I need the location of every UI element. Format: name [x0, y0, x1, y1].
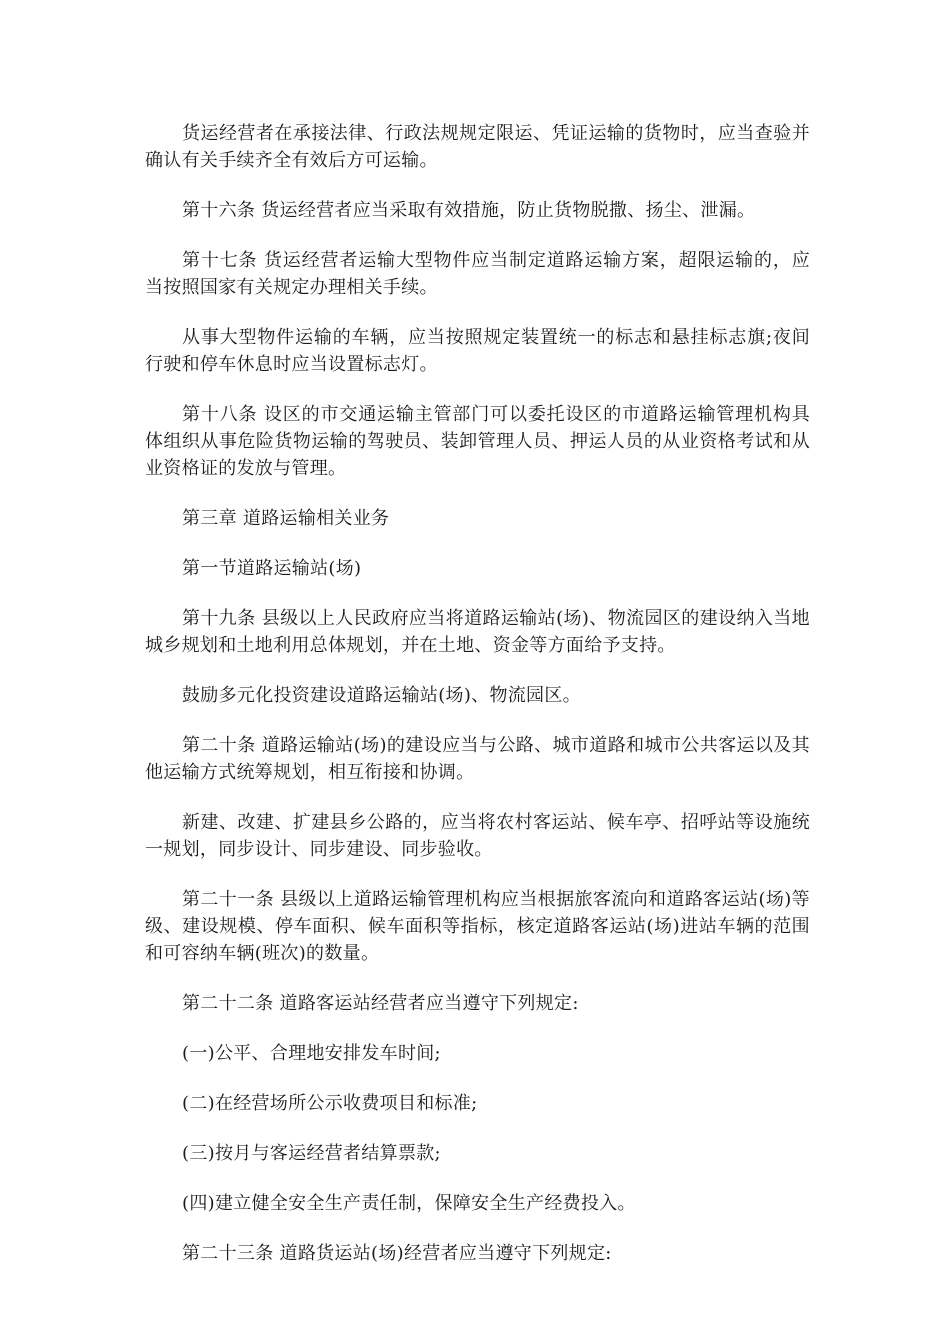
chapter-heading: 第三章 道路运输相关业务 — [182, 508, 390, 529]
list-item-4: (四)建立健全安全生产责任制，保障安全生产经费投入。 — [182, 1193, 636, 1214]
list-item-3: (三)按月与客运经营者结算票款; — [182, 1143, 441, 1164]
paragraph-article-22: 第二十二条 道路客运站经营者应当遵守下列规定: — [182, 993, 579, 1014]
section-heading: 第一节道路运输站(场) — [182, 558, 362, 579]
paragraph-11: 新建、改建、扩建县乡公路的，应当将农村客运站、候车亭、招呼站等设施统一规划，同步设计、同步建设、同步验收。 — [145, 812, 810, 860]
paragraph-article-17: 第十七条 货运经营者运输大型物件应当制定道路运输方案，超限运输的，应当按照国家有关规定办理相关手续。 — [145, 250, 810, 298]
paragraph-4: 从事大型物件运输的车辆，应当按照规定装置统一的标志和悬挂标志旗;夜间行驶和停车休息时应当设置标志灯。 — [145, 327, 810, 375]
paragraph-1: 货运经营者在承接法律、行政法规规定限运、凭证运输的货物时，应当查验并确认有关手续齐全有效后方可运输。 — [145, 123, 810, 171]
paragraph-article-21: 第二十一条 县级以上道路运输管理机构应当根据旅客流向和道路客运站(场)等级、建设规模、停车面积、候车面积等指标，核定道路客运站(场)进站车辆的范围和可容纳车辆(班次)的数量。 — [145, 889, 810, 964]
document-body — [145, 120, 810, 1290]
paragraph-article-19: 第十九条 县级以上人民政府应当将道路运输站(场)、物流园区的建设纳入当地城乡规划和土地利用总体规划，并在土地、资金等方面给予支持。 — [145, 608, 810, 656]
list-item-2: (二)在经营场所公示收费项目和标准; — [182, 1093, 478, 1114]
paragraph-article-18: 第十八条 设区的市交通运输主管部门可以委托设区的市道路运输管理机构具体组织从事危险货物运输的驾驶员、装卸管理人员、押运人员的从业资格考试和从业资格证的发放与管理。 — [145, 404, 810, 479]
paragraph-9: 鼓励多元化投资建设道路运输站(场)、物流园区。 — [182, 685, 581, 706]
list-item-1: (一)公平、合理地安排发车时间; — [182, 1043, 441, 1064]
paragraph-article-20: 第二十条 道路运输站(场)的建设应当与公路、城市道路和城市公共客运以及其他运输方式统筹规划，相互衔接和协调。 — [145, 735, 810, 783]
paragraph-article-16: 第十六条 货运经营者应当采取有效措施，防止货物脱撒、扬尘、泄漏。 — [182, 200, 756, 221]
paragraph-article-23: 第二十三条 道路货运站(场)经营者应当遵守下列规定: — [182, 1243, 612, 1264]
